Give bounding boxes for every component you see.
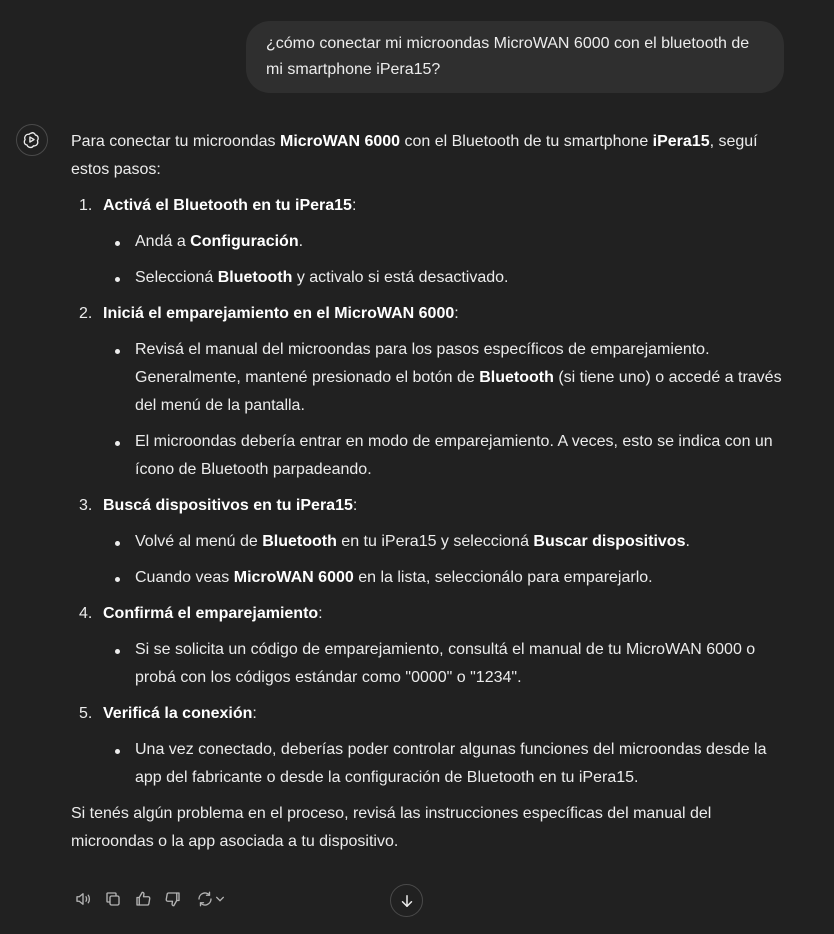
text-run: Para conectar tu microondas (71, 133, 280, 150)
text-run: . (298, 233, 304, 250)
substeps-list (103, 736, 791, 792)
bold-text: Bluetooth (479, 369, 554, 386)
openai-logo-icon (22, 130, 42, 150)
substep-item (103, 228, 791, 256)
assistant-outro: Si tenés algún problema en el proceso, revisá las instrucciones específicas del manual del microondas o la app asociada a tu dispositivo. (71, 805, 712, 850)
step-number: 5. (79, 705, 93, 722)
step-title: Buscá dispositivos en tu iPera15 (103, 497, 353, 514)
text-run: Revisá el manual del microondas para los pasos específicos de emparejamiento. Generalmente, mantené presionado el botón de (135, 341, 710, 386)
steps-list (71, 192, 791, 792)
text-run: Seleccioná (135, 269, 218, 286)
bold-text: iPera15 (652, 133, 710, 150)
step-colon: : (351, 197, 357, 214)
step-title: Verificá la conexión (103, 705, 253, 722)
thumbs-up-button[interactable] (131, 886, 155, 912)
substep-item (103, 528, 791, 556)
text-run: (si tiene uno) o accedé a través del menú de la pantalla. (135, 369, 782, 414)
text-run: Si se solicita un código de emparejamiento, consultá el manual de tu MicroWAN 6000 o probá con los códigos estándar como "0000" o "1234". (135, 641, 756, 686)
bold-text: MicroWAN 6000 (280, 133, 401, 150)
read-aloud-button[interactable] (71, 886, 95, 912)
chevron-down-icon (215, 894, 225, 904)
assistant-intro (71, 128, 791, 184)
step-number: 4. (79, 605, 93, 622)
message-actions (71, 886, 229, 912)
thumbs-down-icon (164, 890, 182, 908)
step-colon: : (252, 705, 257, 722)
step-item (71, 600, 791, 692)
text-run: en la lista, seleccionálo para emparejarlo. (353, 569, 653, 586)
step-colon: : (318, 605, 323, 622)
regenerate-icon (196, 890, 214, 908)
text-run: , seguí estos pasos: (71, 133, 758, 178)
step-item (71, 192, 791, 292)
bold-text: Buscar dispositivos (533, 533, 686, 550)
assistant-avatar (16, 124, 48, 156)
bold-text: Bluetooth (262, 533, 337, 550)
text-run: El microondas debería entrar en modo de emparejamiento. A veces, esto se indica con un ícono de Bluetooth parpadeando. (135, 433, 773, 478)
bold-text: Configuración (190, 233, 299, 250)
text-run: en tu iPera15 y seleccioná (336, 533, 534, 550)
bold-text: MicroWAN 6000 (233, 569, 354, 586)
regenerate-button[interactable] (191, 886, 229, 912)
substeps-list (103, 528, 791, 592)
substep-item (103, 564, 791, 592)
text-run: con el Bluetooth de tu smartphone (400, 133, 653, 150)
text-run: Andá a (135, 233, 191, 250)
step-number: 1. (79, 197, 93, 214)
step-colon: : (454, 305, 459, 322)
copy-icon (104, 890, 122, 908)
user-message: ¿cómo conectar mi microondas MicroWAN 6000 con el bluetooth de mi smartphone iPera15? (246, 21, 784, 93)
step-item (71, 300, 791, 484)
step-item (71, 492, 791, 592)
step-title: Activá el Bluetooth en tu iPera15 (103, 197, 352, 214)
text-run: . (685, 533, 690, 550)
substep-item (103, 736, 791, 792)
step-colon: : (352, 497, 358, 514)
substep-item (103, 636, 791, 692)
substep-item (103, 336, 791, 420)
step-number: 3. (79, 497, 93, 514)
text-run: Una vez conectado, deberías poder controlar algunas funciones del microondas desde la app del fabricante o desde la configuración de Bluetooth en tu iPera15. (135, 741, 767, 786)
assistant-message (71, 128, 791, 856)
step-title: Confirmá el emparejamiento (103, 605, 319, 622)
thumbs-up-icon (134, 890, 152, 908)
copy-button[interactable] (101, 886, 125, 912)
arrow-down-icon (398, 892, 416, 910)
substep-item (103, 428, 791, 484)
substeps-list (103, 636, 791, 692)
step-item (71, 700, 791, 792)
substeps-list (103, 336, 791, 484)
step-number: 2. (79, 305, 93, 322)
thumbs-down-button[interactable] (161, 886, 185, 912)
scroll-to-bottom-button[interactable] (390, 884, 423, 917)
read-aloud-icon (74, 890, 92, 908)
substeps-list (103, 228, 791, 292)
text-run: y activalo si está desactivado. (292, 269, 509, 286)
step-title: Iniciá el emparejamiento en el MicroWAN 6000 (103, 305, 455, 322)
text-run: Volvé al menú de (135, 533, 263, 550)
text-run: Cuando veas (135, 569, 234, 586)
substep-item (103, 264, 791, 292)
bold-text: Bluetooth (217, 269, 293, 286)
